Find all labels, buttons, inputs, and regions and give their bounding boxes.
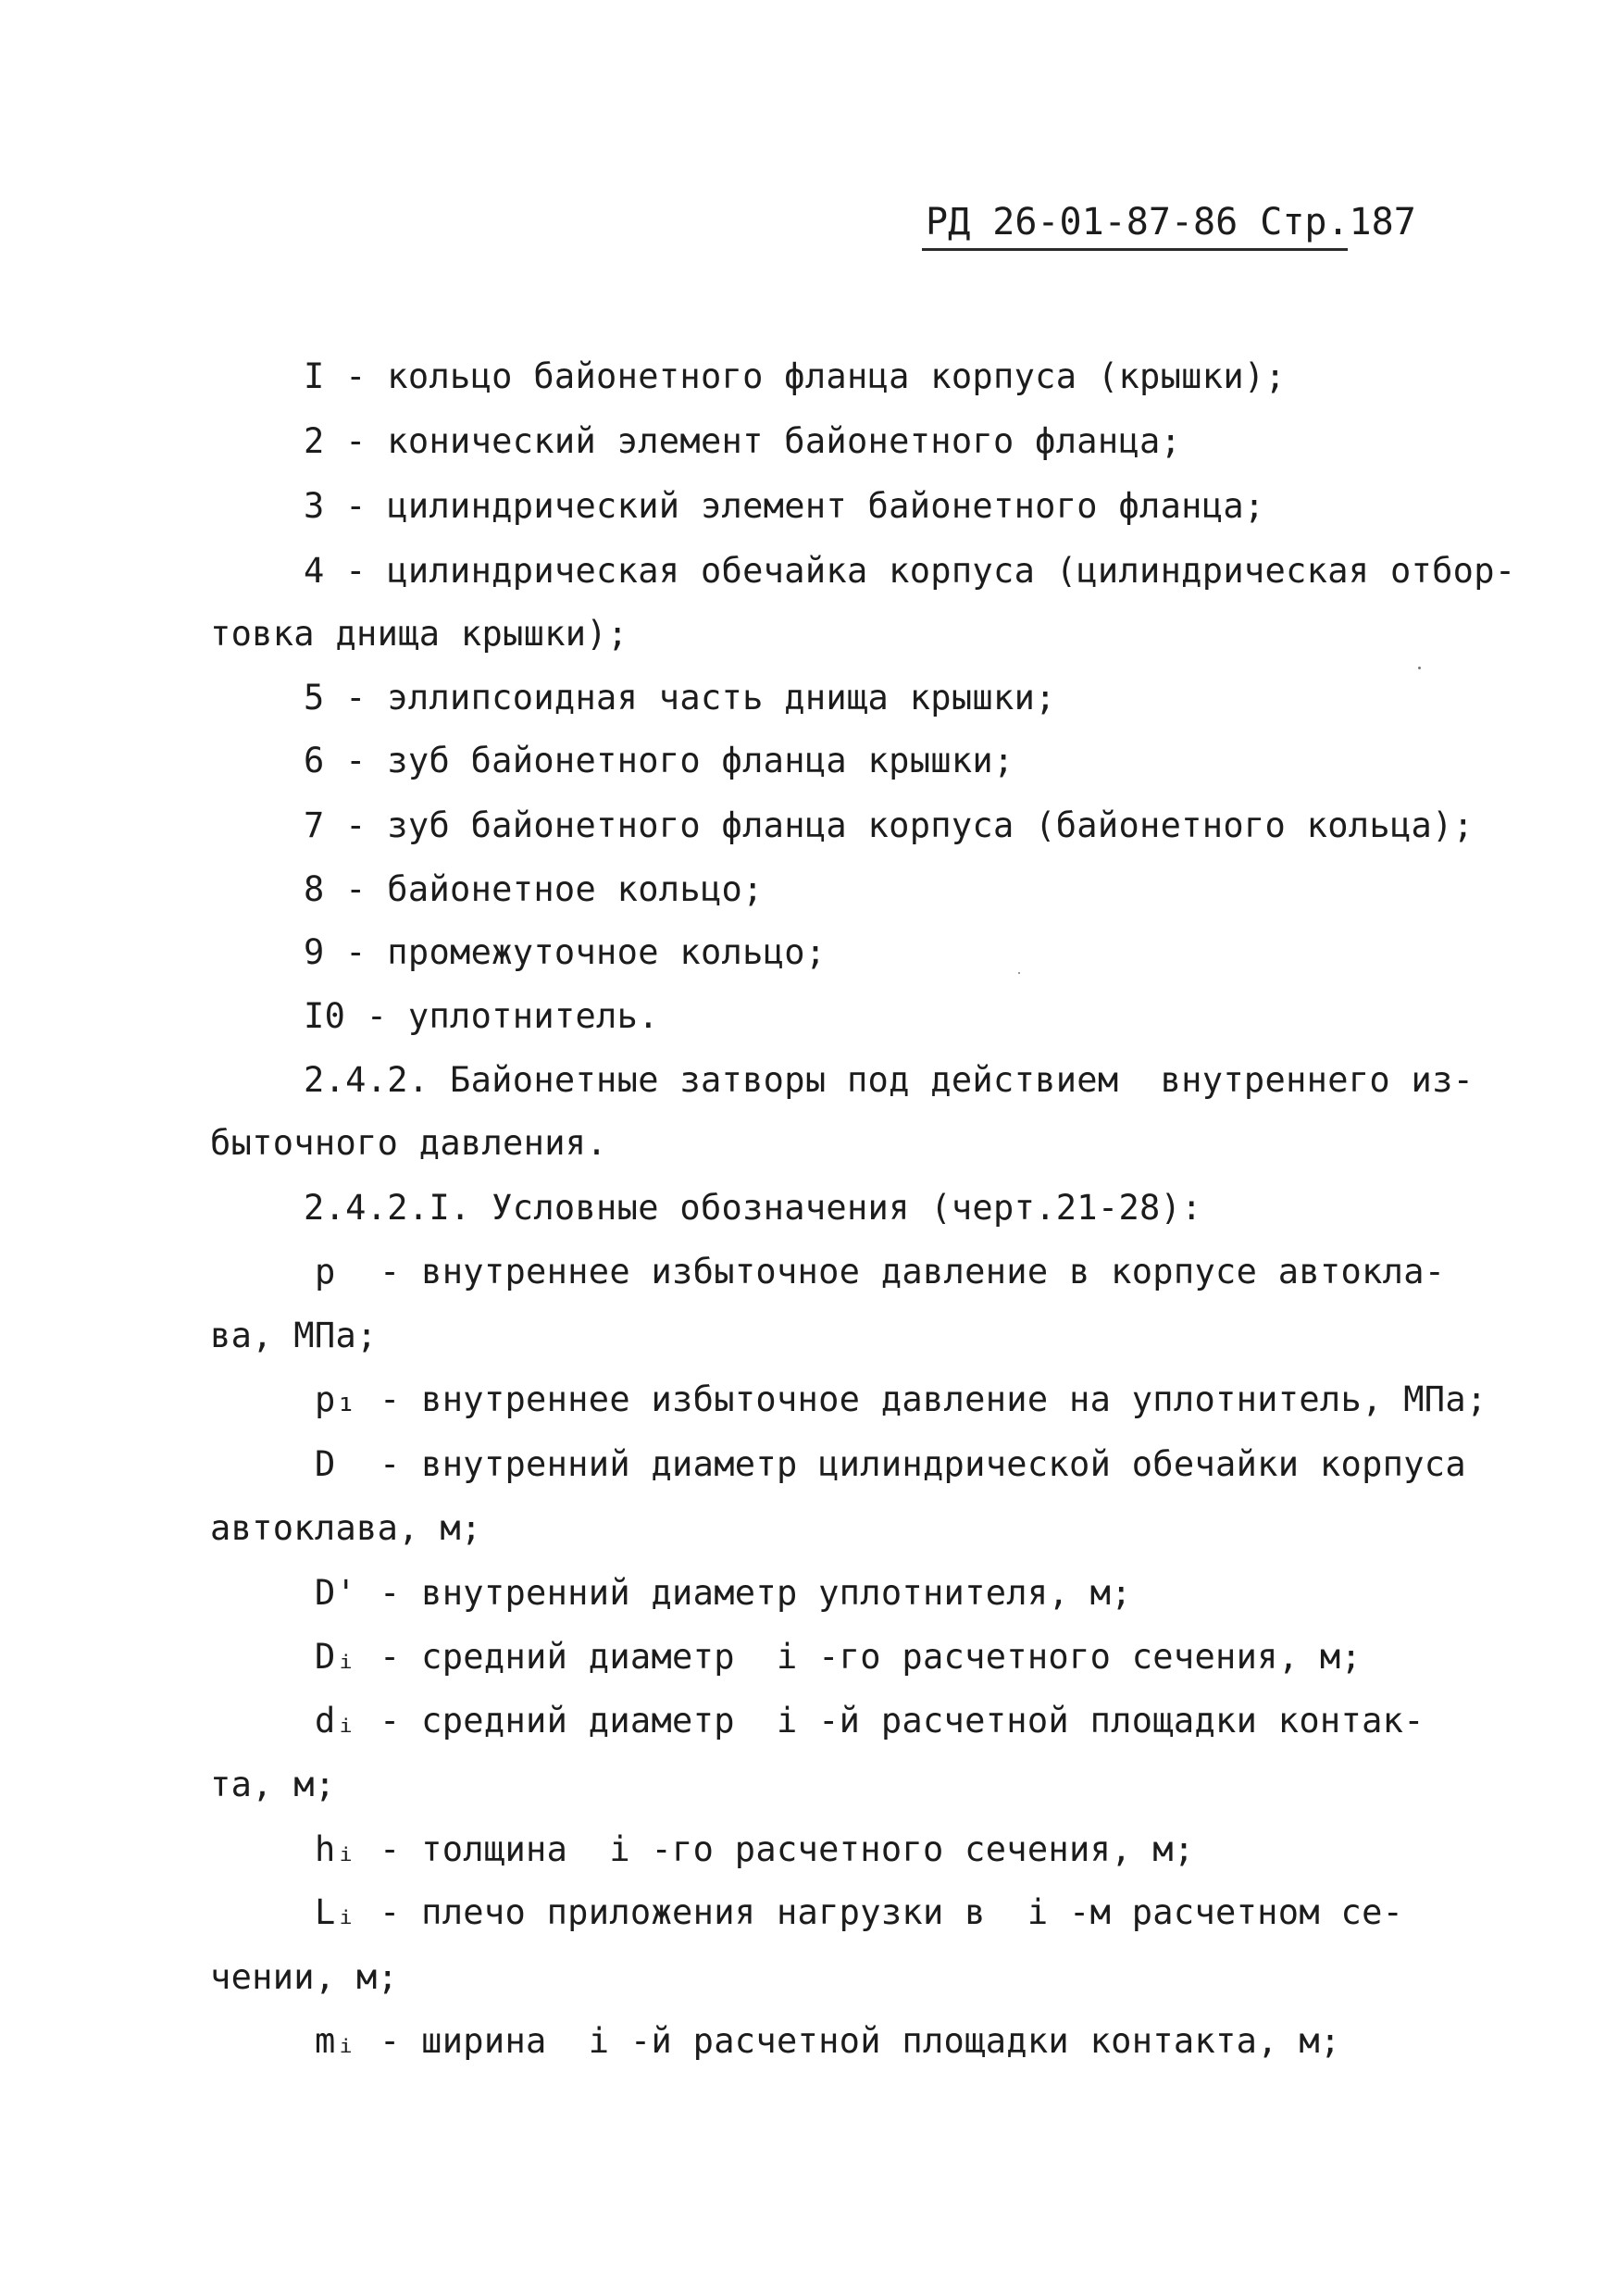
legend-item-7: 7 - зуб байонетного фланца корпуса (байонетного кольца); — [304, 805, 1475, 845]
legend-item-4: 4 - цилиндрическая обечайка корпуса (цилиндрическая отбор- — [304, 551, 1516, 591]
definition-text: - толщина i -го расчетного сечения, м; — [380, 1829, 1195, 1869]
definition-symbol: mᵢ — [315, 2021, 357, 2061]
definition-D — [315, 1444, 1466, 1488]
definition-text: - ширина i -й расчетной площадки контакта, м; — [380, 2021, 1341, 2061]
definition-symbol: D' — [315, 1573, 357, 1613]
definition-D-prime — [315, 1573, 1132, 1616]
definition-text: - внутреннее избыточное давление на уплотнитель, МПа; — [380, 1379, 1487, 1419]
definition-symbol: p₁ — [315, 1379, 357, 1419]
definition-text: - внутреннее избыточное давление в корпусе автокла- — [380, 1252, 1446, 1292]
legend-item-10: I0 - уплотнитель. — [304, 996, 659, 1036]
legend-item-3: 3 - цилиндрический элемент байонетного фланца; — [304, 486, 1265, 526]
definition-hi — [315, 1829, 1195, 1873]
definition-symbol: dᵢ — [315, 1701, 357, 1741]
definition-Di — [315, 1637, 1363, 1680]
legend-item-4-cont: товка днища крышки); — [210, 614, 629, 654]
definition-p1 — [315, 1379, 1487, 1423]
legend-item-5: 5 - эллипсоидная часть днища крышки; — [304, 678, 1056, 718]
definition-Li — [315, 1892, 1404, 1936]
page-reference: РД 26-01-87-86 Стр.187 — [926, 201, 1416, 243]
section-title: 2.4.2. Байонетные затворы под действием внутреннего из- — [304, 1060, 1475, 1100]
scan-speck — [1018, 972, 1020, 974]
legend-item-2: 2 - конический элемент байонетного фланца; — [304, 421, 1182, 461]
scan-speck — [1418, 667, 1421, 669]
legend-item-8: 8 - байонетное кольцо; — [304, 869, 764, 909]
definition-D-cont: автоклава, м; — [210, 1508, 482, 1548]
definition-symbol: hᵢ — [315, 1829, 357, 1869]
definition-symbol: D — [315, 1444, 336, 1484]
legend-item-1: I - кольцо байонетного фланца корпуса (крышки); — [304, 356, 1287, 396]
definition-di — [315, 1703, 1425, 1744]
definition-di-cont: та, м; — [210, 1765, 336, 1804]
definition-symbol: Dᵢ — [315, 1637, 357, 1677]
definition-text: - внутренний диаметр уплотнителя, м; — [380, 1573, 1132, 1613]
legend-item-9: 9 - промежуточное кольцо; — [304, 932, 827, 972]
definition-text: - внутренний диаметр цилиндрической обечайки корпуса — [380, 1444, 1466, 1484]
definition-symbol: p — [315, 1252, 336, 1292]
definition-text: - плечо приложения нагрузки в i -м расчетном се- — [380, 1892, 1404, 1932]
definition-p — [315, 1254, 1445, 1295]
definition-text: - средний диаметр i -й расчетной площадки контак- — [380, 1701, 1425, 1741]
definition-Li-cont: чении, м; — [210, 1957, 399, 1997]
definition-p-cont: ва, МПа; — [210, 1316, 378, 1355]
subsection-title: 2.4.2.I. Условные обозначения (черт.21-28): — [304, 1188, 1202, 1228]
section-title-cont: быточного давления. — [210, 1123, 607, 1163]
reference-underline — [922, 248, 1348, 251]
definition-text: - средний диаметр i -го расчетного сечения, м; — [380, 1637, 1363, 1677]
definition-symbol: Lᵢ — [315, 1892, 357, 1932]
definition-mi — [315, 2021, 1341, 2065]
legend-item-6: 6 - зуб байонетного фланца крышки; — [304, 741, 1014, 780]
